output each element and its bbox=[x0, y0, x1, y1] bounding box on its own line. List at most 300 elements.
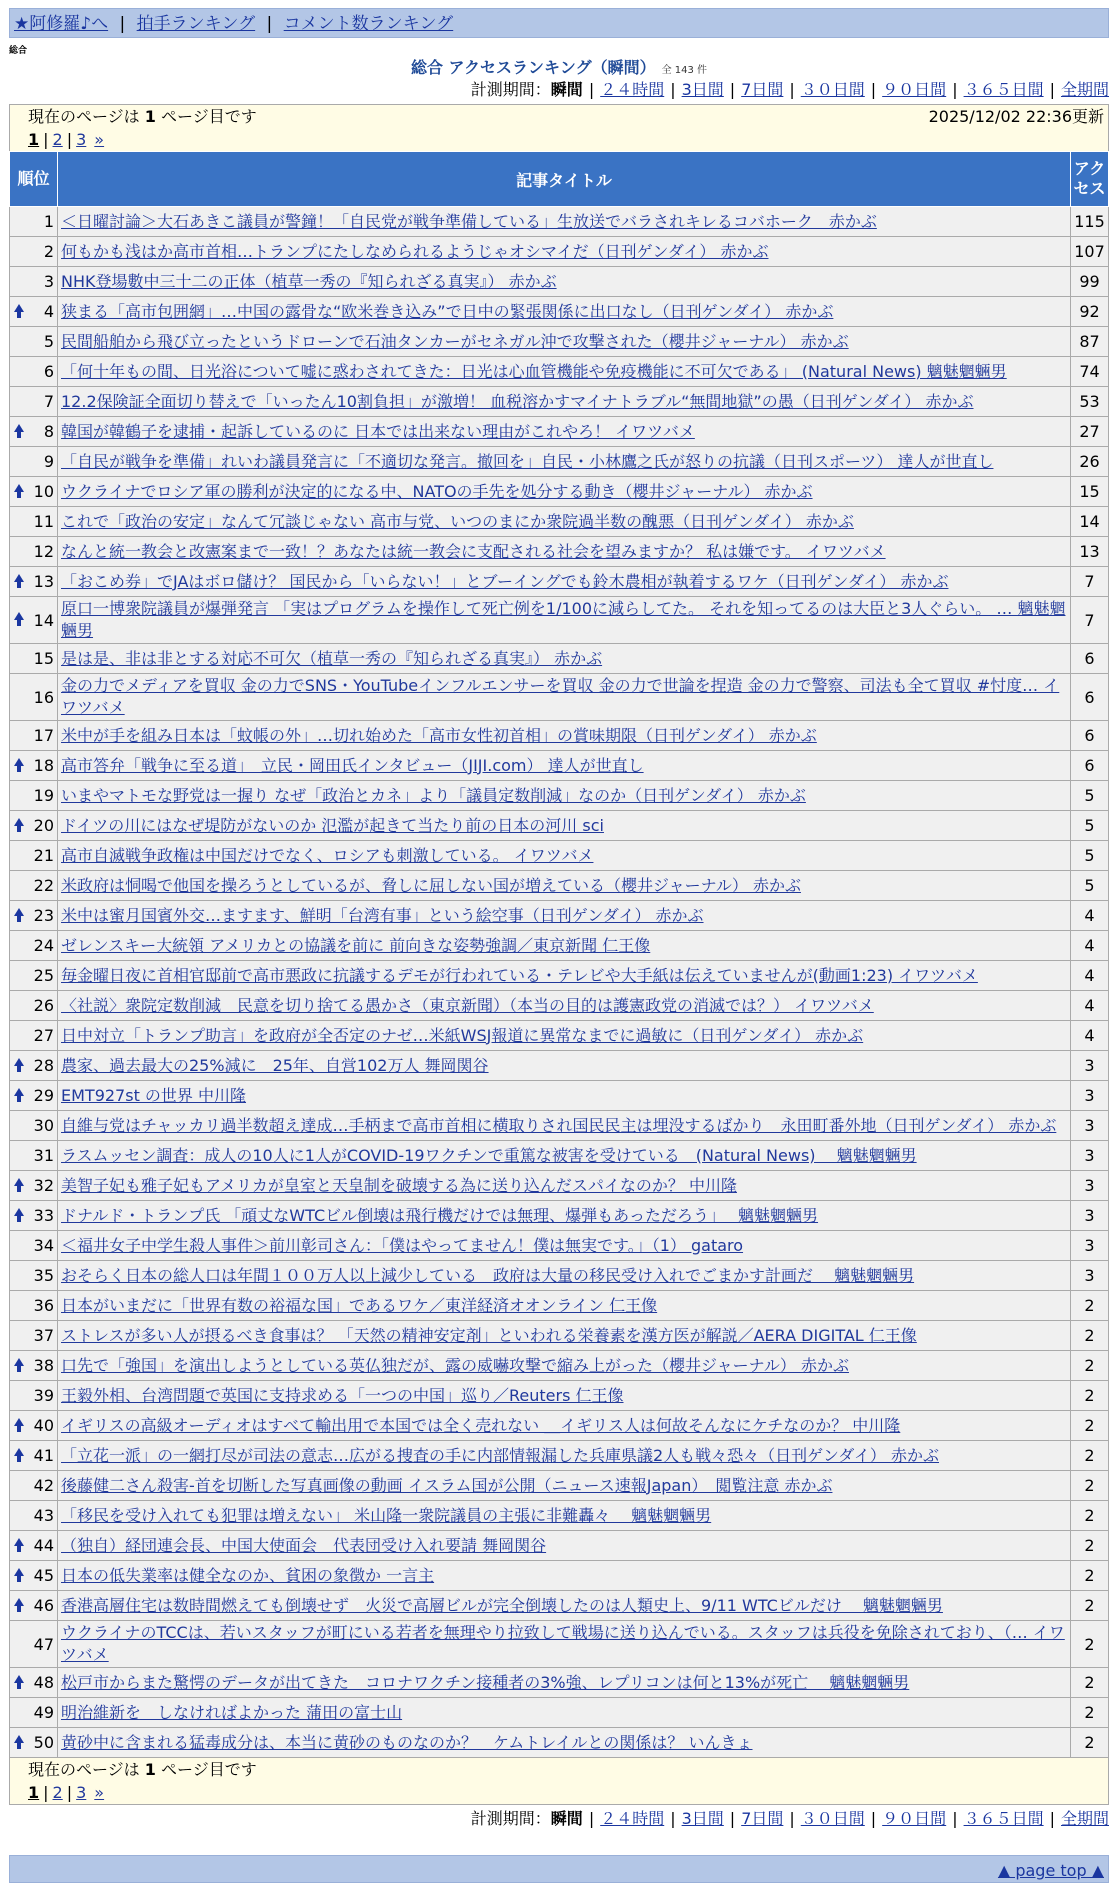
rank-number: 18 bbox=[33, 756, 54, 775]
pager-current: 1 bbox=[28, 130, 40, 149]
access-count: 3 bbox=[1071, 1141, 1109, 1171]
page-info-suffix: ページ目です bbox=[161, 107, 257, 126]
home-link[interactable]: ★阿修羅♪へ bbox=[14, 14, 109, 34]
period-link[interactable]: 3日間 bbox=[681, 1809, 724, 1828]
access-count: 107 bbox=[1071, 237, 1109, 267]
period-link[interactable]: 7日間 bbox=[741, 1809, 784, 1828]
page-info-number: 1 bbox=[144, 107, 156, 126]
article-link[interactable]: 「移民を受け入れても犯罪は増えない」 米山隆一衆院議員の主張に非難轟々 魑魅魍魎男 bbox=[61, 1505, 712, 1525]
up-arrow-icon bbox=[14, 1568, 24, 1584]
up-arrow-icon bbox=[14, 1358, 24, 1374]
rank-header: 順位 bbox=[10, 152, 58, 207]
article-link[interactable]: 香港高層住宅は数時間燃えても倒壊せず 火災で高層ビルが完全倒壊したのは人類史上、9/11 WTCビルだけ 魑魅魍魎男 bbox=[61, 1595, 943, 1615]
title-cell bbox=[58, 1111, 1071, 1141]
rank-number: 30 bbox=[33, 1116, 54, 1135]
table-row bbox=[10, 781, 1109, 811]
table-row bbox=[10, 1501, 1109, 1531]
article-link[interactable]: 韓国が韓鶴子を逮捕・起訴しているのに 日本では出来ない理由がこれやろ！ イワツバメ bbox=[61, 421, 695, 441]
rank-cell bbox=[10, 751, 58, 781]
access-count: 2 bbox=[1071, 1501, 1109, 1531]
ranking-table bbox=[9, 151, 1109, 1758]
table-row bbox=[10, 387, 1109, 417]
rank-cell bbox=[10, 901, 58, 931]
period-link[interactable]: 全期間 bbox=[1060, 1809, 1109, 1828]
rank-number: 10 bbox=[33, 482, 54, 501]
article-link[interactable]: 米中が手を組み日本は「蚊帳の外」…切れ始めた「高市女性初首相」の賞味期限（日刊ゲンダイ） 赤かぶ bbox=[61, 725, 817, 745]
rank-number: 14 bbox=[33, 610, 54, 630]
article-link[interactable]: EMT927st の世界 中川隆 bbox=[61, 1085, 247, 1105]
article-link[interactable]: 口先で「強国」を演出しようとしている英仏独だが、露の威嚇攻撃で縮み上がった（櫻井ジャーナル） 赤かぶ bbox=[61, 1355, 849, 1375]
rank-number: 4 bbox=[43, 302, 54, 321]
access-count: 3 bbox=[1071, 1051, 1109, 1081]
title-cell bbox=[58, 1501, 1071, 1531]
access-count: 4 bbox=[1071, 931, 1109, 961]
title-cell bbox=[58, 1381, 1071, 1411]
rank-cell bbox=[10, 1381, 58, 1411]
article-link[interactable]: おそらく日本の総人口は年間１００万人以上減少している 政府は大量の移民受け入れでごまかす計画だ 魑魅魍魎男 bbox=[61, 1265, 915, 1285]
title-cell bbox=[58, 1411, 1071, 1441]
updated-timestamp: 2025/12/02 22:36更新 bbox=[928, 107, 1104, 126]
title-cell bbox=[58, 991, 1071, 1021]
period-link[interactable]: 7日間 bbox=[741, 80, 784, 99]
rank-number: 32 bbox=[33, 1176, 54, 1195]
rank-number: 39 bbox=[33, 1386, 54, 1405]
page-info-suffix: ページ目です bbox=[161, 1760, 257, 1779]
article-link[interactable]: 〈社説〉衆院定数削減 民意を切り捨てる愚かさ（東京新聞）（本当の目的は護憲政党の消滅では？） イワツバメ bbox=[61, 995, 874, 1015]
access-count: 3 bbox=[1071, 1081, 1109, 1111]
access-count: 6 bbox=[1071, 751, 1109, 781]
article-link[interactable]: ＜福井女子中学生殺人事件＞前川彰司さん：「僕はやってません！僕は無実です。」（1） gataro bbox=[61, 1235, 744, 1255]
rank-number: 50 bbox=[33, 1733, 54, 1752]
table-row bbox=[10, 1111, 1109, 1141]
title-cell bbox=[58, 1561, 1071, 1591]
rank-number: 29 bbox=[33, 1086, 54, 1105]
access-count: 6 bbox=[1071, 644, 1109, 674]
article-link[interactable]: なんと統一教会と改憲案まで一致！？あなたは統一教会に支配される社会を望みますか？ 私は嫌です。 イワツバメ bbox=[61, 541, 886, 561]
title-cell bbox=[58, 387, 1071, 417]
rank-cell bbox=[10, 1321, 58, 1351]
table-row bbox=[10, 1411, 1109, 1441]
article-link[interactable]: 何もかも浅はか高市首相…トランプにたしなめられるようじゃオシマイだ（日刊ゲンダイ） 赤かぶ bbox=[61, 241, 769, 261]
rank-number: 40 bbox=[33, 1416, 54, 1435]
title-cell bbox=[58, 1051, 1071, 1081]
title-cell bbox=[58, 871, 1071, 901]
up-arrow-icon bbox=[14, 574, 24, 590]
article-link[interactable]: 米政府は恫喝で他国を操ろうとしているが、脅しに屈しない国が増えている（櫻井ジャーナル） 赤かぶ bbox=[61, 875, 801, 895]
table-row bbox=[10, 1291, 1109, 1321]
table-row bbox=[10, 267, 1109, 297]
title-cell bbox=[58, 207, 1071, 237]
rank-cell bbox=[10, 841, 58, 871]
pager-next-link[interactable]: » bbox=[94, 130, 105, 149]
table-row bbox=[10, 674, 1109, 721]
access-count: 92 bbox=[1071, 297, 1109, 327]
top-nav-bar bbox=[9, 8, 1109, 38]
up-arrow-icon bbox=[14, 424, 24, 440]
period-link[interactable]: ９０日間 bbox=[882, 1809, 947, 1828]
rank-cell bbox=[10, 207, 58, 237]
access-count: 3 bbox=[1071, 1171, 1109, 1201]
rank-cell bbox=[10, 477, 58, 507]
period-selector bbox=[0, 78, 1109, 102]
article-link[interactable]: 後藤健二さん殺害-首を切断した写真画像の動画 イスラム国が公開（ニュース速報Japan） 閲覧注意 赤かぶ bbox=[61, 1475, 833, 1495]
article-link[interactable]: 農家、過去最大の25%減に 25年、自営102万人 舞岡関谷 bbox=[61, 1055, 489, 1075]
title-cell bbox=[58, 1081, 1071, 1111]
article-link[interactable]: （独自）経団連会長、中国大使面会 代表団受け入れ要請 舞岡関谷 bbox=[61, 1535, 547, 1555]
article-link[interactable]: 原口一博衆院議員が爆弾発言 「実はプログラムを操作して死亡例を1/100に減らしてた。 それを知ってるのは大臣と3人ぐらい。 … 魑魅魍魎男 bbox=[61, 599, 1066, 640]
table-row bbox=[10, 1351, 1109, 1381]
title-cell bbox=[58, 721, 1071, 751]
title-cell bbox=[58, 901, 1071, 931]
rank-cell bbox=[10, 1201, 58, 1231]
access-count: 2 bbox=[1071, 1728, 1109, 1758]
access-count: 5 bbox=[1071, 811, 1109, 841]
rank-number: 27 bbox=[33, 1026, 54, 1045]
rank-number: 35 bbox=[33, 1266, 54, 1285]
rank-number: 8 bbox=[43, 422, 54, 441]
table-row bbox=[10, 1728, 1109, 1758]
rank-cell bbox=[10, 1111, 58, 1141]
up-arrow-icon bbox=[14, 1675, 24, 1691]
title-cell bbox=[58, 644, 1071, 674]
period-separator: | bbox=[1049, 80, 1055, 99]
pager-separator: | bbox=[66, 130, 73, 149]
rank-number: 34 bbox=[33, 1236, 54, 1255]
access-count: 3 bbox=[1071, 1201, 1109, 1231]
access-count: 2 bbox=[1071, 1351, 1109, 1381]
table-row bbox=[10, 1698, 1109, 1728]
article-link[interactable]: 是は是、非は非とする対応不可欠（植草一秀の『知られざる真実』） 赤かぶ bbox=[61, 648, 603, 668]
title-cell bbox=[58, 751, 1071, 781]
title-cell bbox=[58, 597, 1071, 644]
title-cell bbox=[58, 1728, 1071, 1758]
title-cell bbox=[58, 1668, 1071, 1698]
rank-cell bbox=[10, 417, 58, 447]
period-selector-bottom bbox=[0, 1807, 1109, 1831]
table-row bbox=[10, 841, 1109, 871]
table-row bbox=[10, 477, 1109, 507]
article-link[interactable]: 日本がいまだに「世界有数の裕福な国」であるワケ／東洋経済オオンライン 仁王像 bbox=[61, 1295, 658, 1315]
table-row bbox=[10, 961, 1109, 991]
article-link[interactable]: 黄砂中に含まれる猛毒成分は、本当に黄砂のものなのか？ ケムトレイルとの関係は？ いんきょ bbox=[61, 1732, 753, 1752]
access-count: 2 bbox=[1071, 1321, 1109, 1351]
period-link[interactable]: 全期間 bbox=[1060, 80, 1109, 99]
page-info-bottom bbox=[10, 1758, 1108, 1782]
pager bbox=[10, 129, 1108, 151]
title-cell bbox=[58, 567, 1071, 597]
table-row bbox=[10, 1441, 1109, 1471]
title-cell bbox=[58, 961, 1071, 991]
nav-separator: | bbox=[266, 14, 273, 34]
table-row bbox=[10, 1201, 1109, 1231]
article-link[interactable]: 金の力でメディアを買収 金の力でSNS・YouTubeインフルエンサーを買収 金の力で世論を捏造 金の力で警察、司法も全て買収 #忖度… イワツバメ bbox=[61, 676, 1060, 717]
article-link[interactable]: 自維与党はチャッカリ過半数超え達成…手柄まで高市首相に横取りされ国民民主は埋没するばかり 永田町番外地（日刊ゲンダイ） 赤かぶ bbox=[61, 1115, 1057, 1135]
up-arrow-icon bbox=[14, 908, 24, 924]
up-arrow-icon bbox=[14, 1418, 24, 1434]
rank-cell bbox=[10, 1411, 58, 1441]
article-link[interactable]: 「自民が戦争を準備」れいわ議員発言に「不適切な発言。撤回を」自民・小林鷹之氏が怒りの抗議（日刊スポーツ） 達人が世直し bbox=[61, 451, 994, 471]
page-top-link[interactable]: ▲ page top ▲ bbox=[997, 1861, 1104, 1880]
rank-number: 5 bbox=[43, 332, 54, 351]
article-link[interactable]: 12.2保険証全面切り替えで「いったん10割負担」が激増！ 血税溶かすマイナトラブル“無間地獄”の愚（日刊ゲンダイ） 赤かぶ bbox=[61, 391, 974, 411]
rank-cell bbox=[10, 1261, 58, 1291]
table-row bbox=[10, 1141, 1109, 1171]
pager-bottom bbox=[10, 1782, 1108, 1804]
article-link[interactable]: 米中は蜜月国賓外交…ますます、鮮明「台湾有事」という絵空事（日刊ゲンダイ） 赤かぶ bbox=[61, 905, 704, 925]
article-link[interactable]: 高市答弁「戦争に至る道」 立民・岡田氏インタビュー（JIJI.com） 達人が世直し bbox=[61, 755, 644, 775]
period-link[interactable]: ３０日間 bbox=[800, 80, 865, 99]
rank-number: 42 bbox=[33, 1476, 54, 1495]
access-count: 27 bbox=[1071, 417, 1109, 447]
rank-cell bbox=[10, 537, 58, 567]
rank-number: 9 bbox=[43, 452, 54, 471]
table-row bbox=[10, 811, 1109, 841]
table-row bbox=[10, 1171, 1109, 1201]
title-cell bbox=[58, 1321, 1071, 1351]
period-link[interactable]: ２４時間 bbox=[600, 1809, 665, 1828]
up-arrow-icon bbox=[14, 1208, 24, 1224]
table-row bbox=[10, 1561, 1109, 1591]
access-count: 2 bbox=[1071, 1591, 1109, 1621]
title-cell bbox=[58, 1231, 1071, 1261]
article-link[interactable]: 「何十年もの間、日光浴について嘘に惑わされてきた：日光は心血管機能や免疫機能に不可欠である」 (Natural News) 魑魅魍魎男 bbox=[61, 361, 1007, 381]
article-link[interactable]: 松戸市からまた驚愕のデータが出てきた コロナワクチン接種者の3%強、レプリコンは何と13%が死亡 魑魅魍魎男 bbox=[61, 1672, 910, 1692]
comment-ranking-link[interactable]: コメント数ランキング bbox=[283, 14, 454, 34]
article-link[interactable]: ＜日曜討論＞大石あきこ議員が警鐘！「自民党が戦争準備している」生放送でバラされキレるコバホーク 赤かぶ bbox=[61, 211, 877, 231]
rank-cell bbox=[10, 1291, 58, 1321]
access-header: アクセス bbox=[1071, 152, 1109, 207]
rank-number: 23 bbox=[33, 906, 54, 925]
article-link[interactable]: 日中対立「トランプ助言」を政府が全否定のナゼ…米紙WSJ報道に異常なまでに過敏に（日刊ゲンダイ） 赤かぶ bbox=[61, 1025, 864, 1045]
title-cell bbox=[58, 1351, 1071, 1381]
rank-cell bbox=[10, 1501, 58, 1531]
article-link[interactable]: ドイツの川にはなぜ堤防がないのか 氾濫が起きて当たり前の日本の河川 sci bbox=[61, 815, 604, 835]
period-separator: | bbox=[789, 80, 795, 99]
rank-number: 48 bbox=[33, 1673, 54, 1692]
section-label: 総合 bbox=[9, 46, 28, 56]
pager-link[interactable]: 2 bbox=[52, 1783, 63, 1802]
period-separator: | bbox=[789, 1809, 795, 1828]
period-label: 計測期間： bbox=[470, 1809, 551, 1828]
rank-number: 33 bbox=[33, 1206, 54, 1225]
table-row bbox=[10, 901, 1109, 931]
table-row bbox=[10, 991, 1109, 1021]
title-cell bbox=[58, 1141, 1071, 1171]
period-link[interactable]: ９０日間 bbox=[882, 80, 947, 99]
title-cell bbox=[58, 1698, 1071, 1728]
rank-cell bbox=[10, 961, 58, 991]
up-arrow-icon bbox=[14, 1088, 24, 1104]
period-link[interactable]: ３６５日間 bbox=[963, 1809, 1044, 1828]
access-count: 4 bbox=[1071, 961, 1109, 991]
article-link[interactable]: 高市自滅戦争政権は中国だけでなく、ロシアも刺激している。 イワツバメ bbox=[61, 845, 594, 865]
title-cell bbox=[58, 417, 1071, 447]
table-row bbox=[10, 1381, 1109, 1411]
period-link[interactable]: 3日間 bbox=[681, 80, 724, 99]
period-link[interactable]: ３０日間 bbox=[800, 1809, 865, 1828]
table-row bbox=[10, 417, 1109, 447]
access-count: 7 bbox=[1071, 567, 1109, 597]
page-info-prefix: 現在のページは bbox=[28, 107, 140, 126]
clap-ranking-link[interactable]: 拍手ランキング bbox=[136, 14, 256, 34]
rank-number: 19 bbox=[33, 786, 54, 805]
up-arrow-icon bbox=[14, 1598, 24, 1614]
access-count: 2 bbox=[1071, 1381, 1109, 1411]
rank-cell bbox=[10, 721, 58, 751]
article-link[interactable]: ラスムッセン調査：成人の10人に1人がCOVID-19ワクチンで重篤な被害を受けている (Natural News) 魑魅魍魎男 bbox=[61, 1145, 917, 1165]
title-header: 記事タイトル bbox=[58, 152, 1071, 207]
rank-cell bbox=[10, 1591, 58, 1621]
rank-number: 41 bbox=[33, 1446, 54, 1465]
rank-cell bbox=[10, 991, 58, 1021]
article-link[interactable]: 美智子妃も雅子妃もアメリカが皇室と天皇制を破壊する為に送り込んだスパイなのか？ 中川隆 bbox=[61, 1175, 737, 1195]
title-cell bbox=[58, 237, 1071, 267]
access-count: 6 bbox=[1071, 674, 1109, 721]
nav-separator: | bbox=[119, 14, 126, 34]
rank-cell bbox=[10, 1531, 58, 1561]
article-link[interactable]: イギリスの高級オーディオはすべて輸出用で本国では全く売れない ＿イギリス人は何故そんなにケチなのか？ 中川隆 bbox=[61, 1415, 901, 1435]
pager-link[interactable]: 3 bbox=[76, 1783, 87, 1802]
rank-number: 7 bbox=[43, 392, 54, 411]
ranking-box bbox=[9, 104, 1109, 1805]
rank-number: 11 bbox=[33, 512, 54, 531]
rank-number: 17 bbox=[33, 726, 54, 745]
article-link[interactable]: ストレスが多い人が摂るべき食事は？ 「天然の精神安定剤」といわれる栄養素を漢方医が解説／AERA DIGITAL 仁王像 bbox=[61, 1325, 917, 1345]
rank-number: 47 bbox=[33, 1634, 54, 1654]
rank-cell bbox=[10, 567, 58, 597]
title-cell bbox=[58, 1441, 1071, 1471]
table-row bbox=[10, 1531, 1109, 1561]
up-arrow-icon bbox=[14, 1448, 24, 1464]
title-cell bbox=[58, 447, 1071, 477]
page-info bbox=[10, 105, 1108, 129]
ranking-rows bbox=[10, 207, 1109, 1758]
rank-cell bbox=[10, 1561, 58, 1591]
rank-cell bbox=[10, 1351, 58, 1381]
article-link[interactable]: 日本の低失業率は健全なのか、貧困の象徴か 一言主 bbox=[61, 1565, 435, 1585]
title-cell bbox=[58, 811, 1071, 841]
rank-cell bbox=[10, 1081, 58, 1111]
up-arrow-icon bbox=[14, 304, 24, 320]
title-cell bbox=[58, 841, 1071, 871]
rank-number: 26 bbox=[33, 996, 54, 1015]
title-cell bbox=[58, 297, 1071, 327]
rank-cell bbox=[10, 297, 58, 327]
rank-number: 49 bbox=[33, 1703, 54, 1722]
article-link[interactable]: ゼレンスキー大統領 アメリカとの協議を前に 前向きな姿勢強調／東京新聞 仁王像 bbox=[61, 935, 651, 955]
table-row bbox=[10, 1668, 1109, 1698]
up-arrow-icon bbox=[14, 612, 24, 628]
title-cell bbox=[58, 1621, 1071, 1668]
period-link[interactable]: ２４時間 bbox=[600, 80, 665, 99]
rank-number: 21 bbox=[33, 846, 54, 865]
article-link[interactable]: 王毅外相、台湾問題で英国に支持求める「一つの中国」巡り／Reuters 仁王像 bbox=[61, 1385, 624, 1405]
table-row bbox=[10, 507, 1109, 537]
access-count: 74 bbox=[1071, 357, 1109, 387]
rank-cell bbox=[10, 931, 58, 961]
rank-cell bbox=[10, 871, 58, 901]
article-link[interactable]: 狭まる「高市包囲網」…中国の露骨な“欧米巻き込み”で日中の緊張関係に出口なし（日刊ゲンダイ） 赤かぶ bbox=[61, 301, 834, 321]
pager-next-link[interactable]: » bbox=[94, 1783, 105, 1802]
title-cell bbox=[58, 931, 1071, 961]
page-title-row bbox=[0, 58, 1118, 78]
article-link[interactable]: 「立花一派」の一網打尽が司法の意志…広がる捜査の手に内部情報漏した兵庫県議2人も戦々恐々（日刊ゲンダイ） 赤かぶ bbox=[61, 1445, 939, 1465]
article-link[interactable]: ウクライナのTCCは、若いスタッフが町にいる若者を無理やり拉致して戦場に送り込んでいる。スタッフは兵役を免除されており、（… イワツバメ bbox=[61, 1623, 1065, 1664]
rank-cell bbox=[10, 447, 58, 477]
article-link[interactable]: NHK登場數中三十二の正体（植草一秀の『知られざる真実』） 赤かぶ bbox=[61, 271, 557, 291]
period-separator: | bbox=[670, 1809, 676, 1828]
title-cell bbox=[58, 477, 1071, 507]
table-row bbox=[10, 721, 1109, 751]
title-cell bbox=[58, 1171, 1071, 1201]
title-cell bbox=[58, 781, 1071, 811]
article-link[interactable]: ウクライナでロシア軍の勝利が決定的になる中、NATOの手先を処分する動き（櫻井ジャーナル） 赤かぶ bbox=[61, 481, 813, 501]
access-count: 5 bbox=[1071, 871, 1109, 901]
pager-separator: | bbox=[66, 1783, 73, 1802]
table-row bbox=[10, 537, 1109, 567]
rank-cell bbox=[10, 1698, 58, 1728]
period-separator: | bbox=[870, 80, 877, 99]
pager-separator: | bbox=[43, 1783, 49, 1802]
rank-cell bbox=[10, 237, 58, 267]
table-row bbox=[10, 871, 1109, 901]
article-link[interactable]: 毎金曜日夜に首相官邸前で高市悪政に抗議するデモが行われている・テレビや大手紙は伝えていませんが(動画1:23) イワツバメ bbox=[61, 965, 978, 985]
table-row bbox=[10, 597, 1109, 644]
rank-cell bbox=[10, 1668, 58, 1698]
article-link[interactable]: 明治維新を しなければよかった 蒲田の富士山 bbox=[61, 1702, 403, 1722]
rank-number: 25 bbox=[33, 966, 54, 985]
rank-cell bbox=[10, 781, 58, 811]
rank-cell bbox=[10, 507, 58, 537]
table-row bbox=[10, 644, 1109, 674]
table-row bbox=[10, 447, 1109, 477]
rank-cell bbox=[10, 1021, 58, 1051]
title-cell bbox=[58, 1201, 1071, 1231]
article-link[interactable]: ドナルド・トランプ氏 「頑丈なWTCビル倒壊は飛行機だけでは無理、爆弾もあっただろう」 魑魅魍魎男 bbox=[61, 1205, 819, 1225]
article-link[interactable]: これで「政治の安定」なんて冗談じゃない 高市与党、いつのまにか衆院過半数の醜悪（日刊ゲンダイ） 赤かぶ bbox=[61, 511, 854, 531]
period-separator: | bbox=[952, 1809, 958, 1828]
title-cell bbox=[58, 1021, 1071, 1051]
rank-number: 37 bbox=[33, 1326, 54, 1345]
rank-cell bbox=[10, 1441, 58, 1471]
table-row bbox=[10, 1621, 1109, 1668]
article-link[interactable]: いまやマトモな野党は一握り なぜ「政治とカネ」より「議員定数削減」なのか（日刊ゲンダイ） 赤かぶ bbox=[61, 785, 806, 805]
rank-number: 45 bbox=[33, 1566, 54, 1585]
table-row bbox=[10, 1321, 1109, 1351]
up-arrow-icon bbox=[14, 1178, 24, 1194]
item-count: 全 143 件 bbox=[661, 65, 708, 76]
rank-number: 20 bbox=[33, 816, 54, 835]
rank-cell bbox=[10, 674, 58, 721]
access-count: 14 bbox=[1071, 507, 1109, 537]
period-link[interactable]: ３６５日間 bbox=[963, 80, 1044, 99]
article-link[interactable]: 「おこめ券」でJAはボロ儲け？ 国民から「いらない！」とブーイングでも鈴木農相が執着するワケ（日刊ゲンダイ） 赤かぶ bbox=[61, 571, 949, 591]
access-count: 2 bbox=[1071, 1668, 1109, 1698]
article-link[interactable]: 民間船舶から飛び立ったというドローンで石油タンカーがセネガル沖で攻撃された（櫻井ジャーナル） 赤かぶ bbox=[61, 331, 849, 351]
rank-number: 12 bbox=[33, 542, 54, 561]
period-label: 計測期間： bbox=[470, 80, 551, 99]
access-count: 7 bbox=[1071, 597, 1109, 644]
rank-number: 2 bbox=[43, 242, 54, 261]
pager-link[interactable]: 2 bbox=[52, 130, 63, 149]
pager-separator: | bbox=[43, 130, 49, 149]
access-count: 2 bbox=[1071, 1698, 1109, 1728]
title-cell bbox=[58, 1591, 1071, 1621]
rank-number: 13 bbox=[33, 572, 54, 591]
pager-link[interactable]: 3 bbox=[76, 130, 87, 149]
table-row bbox=[10, 1081, 1109, 1111]
up-arrow-icon bbox=[14, 1538, 24, 1554]
